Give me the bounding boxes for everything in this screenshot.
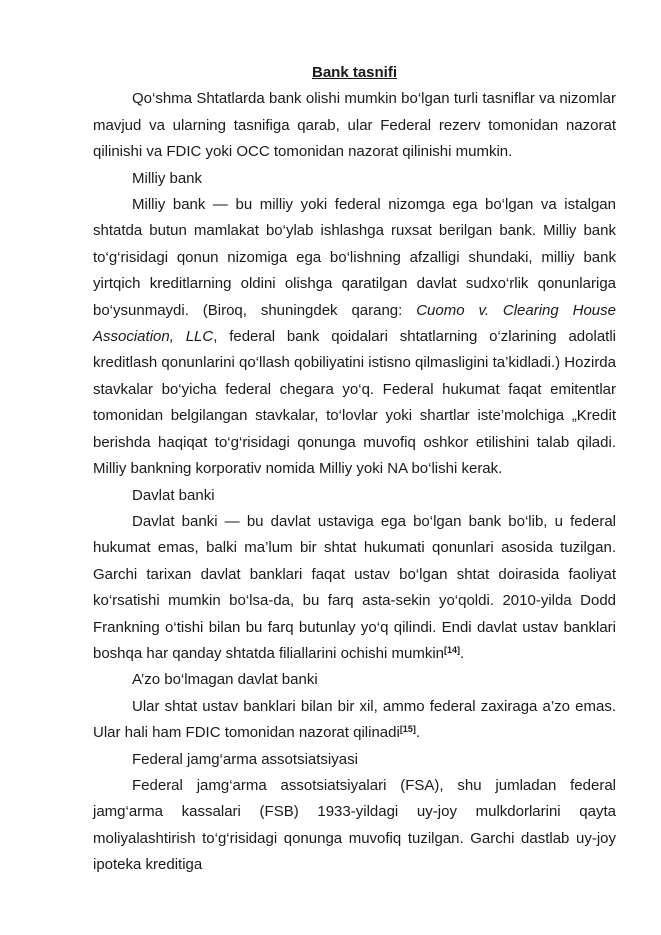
section-heading-azo-bolmagan: A’zo bo‘lmagan davlat banki	[132, 671, 318, 689]
body-text: , federal bank qoidalari shtatlarning o‘zlarining adolatli kreditlash qonunlarini qo‘llash qobiliyatini istisno qilmasligini ta’kidladi.) Hozirda stavkalar bo‘yicha federal chegara yo‘q. Federal hukumat faqat emitentlar tomonidan belgilangan stavkalar, to‘lovlar yoki shartlar iste’molchiga „Kredit berishda haqiqat to‘g‘risidagi qonunga muvofiq oshkor etilishini talab qiladi. Milliy bankning korporativ nomida Milliy yoki NA bo‘lishi kerak.	[93, 328, 617, 478]
section-body-milliy-bank	[93, 192, 616, 482]
section-heading-federal-jamgarma: Federal jamg‘arma assotsiatsiyasi	[132, 750, 358, 768]
body-text-tail: .	[460, 644, 465, 662]
body-text: Milliy bank — bu milliy yoki federal nizomga ega bo‘lgan va istalgan shtatda butun mamlakat bo‘ylab ishlashga ruxsat berilgan bank. Milliy bank to‘g‘risidagi qonun nizomiga ega bo‘lishning afzalligi shundaki, milliy bank yirtqich kreditlarning oldini olishga qaratilgan davlat sudxo‘rlik qonunlariga bo‘ysunmaydi. (Biroq, shuningdek qarang:	[93, 196, 616, 319]
case-citation: Cuomo v. Clearing House Association, LLC	[93, 301, 616, 346]
section-heading-davlat-banki: Davlat banki	[132, 486, 215, 504]
section-body-davlat-banki	[93, 509, 616, 667]
body-text: Davlat banki — bu davlat ustaviga ega bo‘lgan bank bo‘lib, u federal hukumat emas, balki ma’lum bir shtat hukumati qonunlari asosida tuzilgan. Garchi tarixan davlat banklari faqat ustav bo‘lgan shtat doirasida faoliyat ko‘rsatishi mumkin bo‘lsa-da, bu farq asta-sekin yo‘qoldi. 2010-yilda Dodd Frankning o‘tishi bilan bu farq butunlay yo‘q qilindi. Endi davlat ustav banklari boshqa har qanday shtatda filiallarini ochishi mumkin	[93, 512, 616, 662]
section-body-azo-bolmagan	[93, 694, 616, 747]
section-heading-milliy-bank: Milliy bank	[132, 169, 203, 187]
footnote-ref-14[interactable]: [14]	[444, 644, 461, 655]
footnote-ref-15[interactable]: [15]	[399, 724, 416, 735]
section-body-federal-jamgarma: Federal jamg‘arma assotsiatsiyalari (FSA), shu jumladan federal jamg‘arma kassalari (FSB) 1933-yildagi uy-joy mulkdorlarini qayta moliyalashtirish to‘g‘risidagi qonunga muvofiq tuzilgan. Garchi dastlab uy-joy ipoteka kreditiga	[93, 776, 616, 874]
body-text-tail: .	[415, 724, 420, 742]
document-page	[93, 60, 616, 879]
intro-paragraph: Qo‘shma Shtatlarda bank olishi mumkin bo‘lgan turli tasniflar va nizomlar mavjud va ularning tasnifiga qarab, ular Federal rezerv tomonidan nazorat qilinishi va FDIC yoki OCC tomonidan nazorat qilinishi mumkin.	[93, 90, 616, 161]
body-text: Ular shtat ustav banklari bilan bir xil, ammo federal zaxiraga a’zo emas. Ular hali ham FDIC tomonidan nazorat qilinadi	[93, 697, 616, 742]
document-title: Bank tasnifi	[311, 64, 398, 81]
